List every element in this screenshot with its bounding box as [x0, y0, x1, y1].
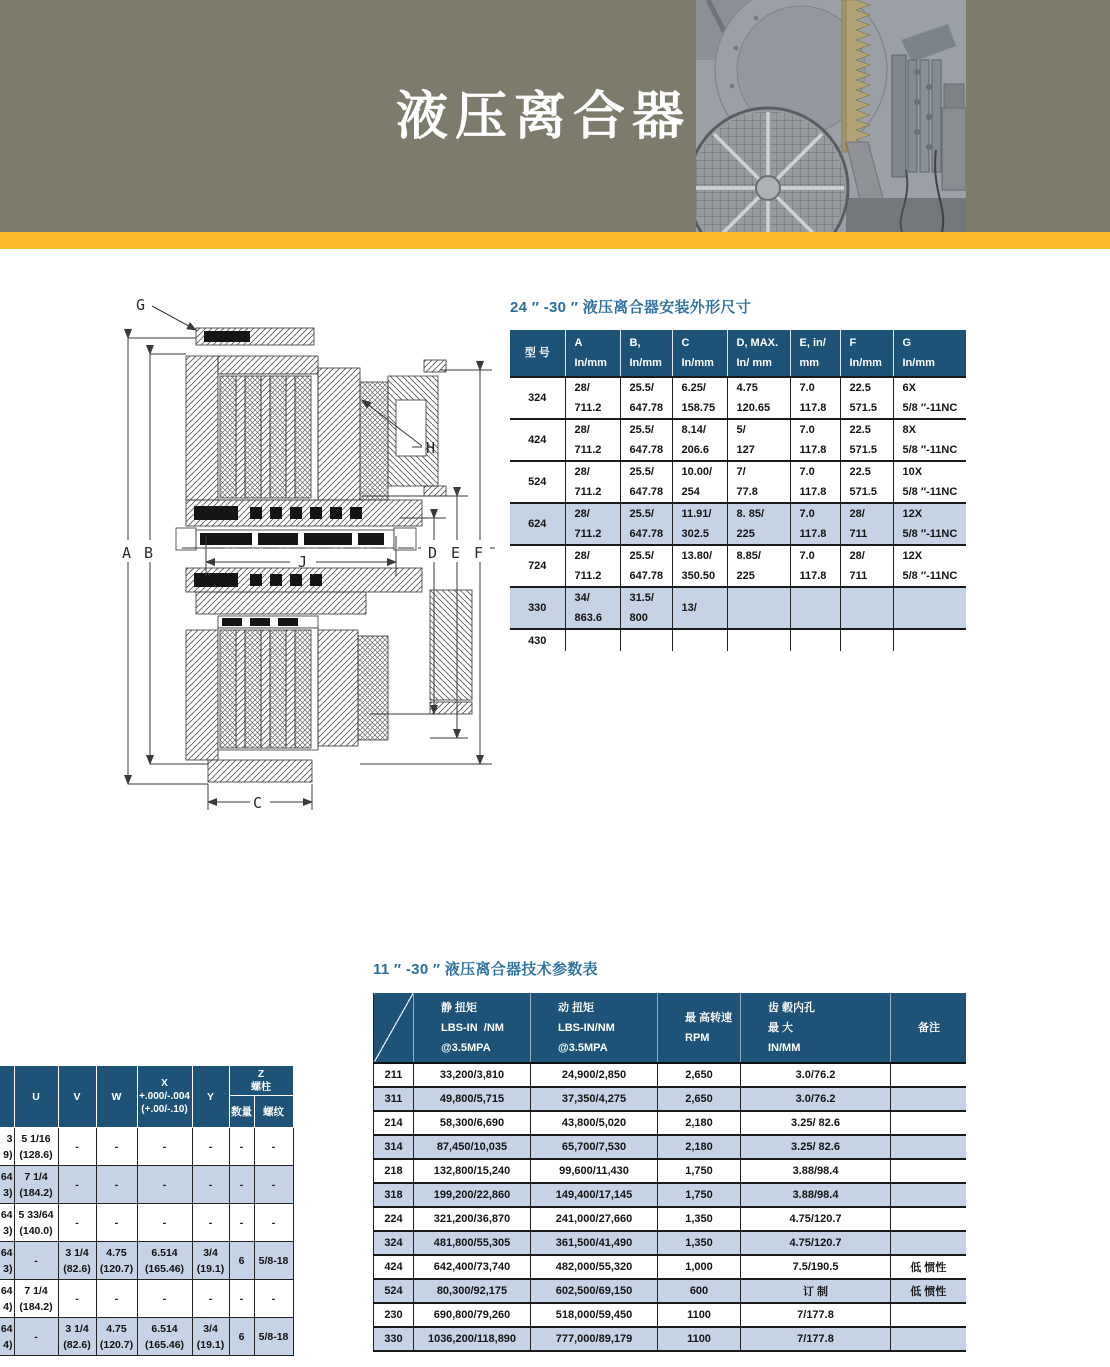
parameter-value-cell: 58,300/6,690 — [414, 1111, 531, 1135]
left-table-value-cell: - — [58, 1128, 96, 1166]
cutoff-value-cell: 64 3) — [0, 1242, 14, 1280]
dimension-value-cell: 34/ 863.6 — [565, 587, 620, 629]
left-table-value-cell: - — [96, 1280, 137, 1318]
dimension-value-cell — [893, 587, 966, 629]
parameter-value-cell: 1036,200/118,890 — [414, 1327, 531, 1351]
dimension-value-cell: 13/ — [672, 587, 727, 629]
dimension-value-cell: 28/ 711.2 — [565, 503, 620, 545]
dimensions-table-title: 24 ″ -30 ″ 液压离合器安装外形尺寸 — [510, 299, 752, 316]
parameter-value-cell: 241,000/27,660 — [531, 1207, 658, 1231]
dimensions-column-header: G In/mm — [893, 330, 966, 377]
model-number-cell: 311 — [384, 1093, 403, 1105]
machinery-photo-graphic — [696, 0, 966, 232]
dim-label-c: C — [253, 794, 263, 812]
parameter-value-cell — [891, 1111, 966, 1135]
cutoff-value-cell: 64 4) — [0, 1280, 14, 1318]
parameter-value-cell: 7/177.8 — [741, 1303, 891, 1327]
parameter-value-cell: 1,750 — [658, 1159, 741, 1183]
left-table-value-cell: - — [229, 1204, 254, 1242]
left-table-value-cell: - — [137, 1204, 192, 1242]
model-number-cell: 324 — [528, 392, 547, 404]
dimensions-table — [510, 330, 966, 651]
model-number-cell: 330 — [384, 1333, 403, 1345]
parameter-value-cell — [891, 1087, 966, 1111]
parameter-value-cell: 49,800/5,715 — [414, 1087, 531, 1111]
left-table-value-cell: 5 33/64 (140.0) — [14, 1204, 58, 1242]
dimension-value-cell: 28/ 711 — [840, 545, 893, 587]
dimension-value-cell: 28/ 711 — [840, 503, 893, 545]
model-number-cell: 318 — [384, 1189, 403, 1201]
dimension-value-cell: 25.5/ 647.78 — [620, 419, 672, 461]
left-table-value-cell: 3 1/4 (82.6) — [58, 1318, 96, 1356]
page-title: 液压离合器 — [396, 88, 692, 146]
parameters-table-row — [374, 1183, 966, 1207]
parameter-value-cell: 3.25/ 82.6 — [741, 1135, 891, 1159]
dimension-value-cell: 4.75 120.65 — [727, 377, 790, 419]
parameters-table-row — [374, 1207, 966, 1231]
parameters-table-row — [374, 1135, 966, 1159]
cross-section-graphic — [100, 290, 500, 815]
dimensions-table-row — [510, 377, 966, 419]
dimension-value-cell — [790, 587, 840, 629]
parameter-value-cell — [891, 1327, 966, 1351]
left-table-value-cell: 7 1/4 (184.2) — [14, 1166, 58, 1204]
left-table-value-cell: - — [14, 1242, 58, 1280]
parameter-value-cell: 2,180 — [658, 1135, 741, 1159]
dimension-value-cell: 22.5 571.5 — [840, 419, 893, 461]
clutch-cross-section-drawing — [100, 290, 500, 815]
parameter-value-cell: 1,000 — [658, 1255, 741, 1279]
cutoff-value-cell: 64 4) — [0, 1318, 14, 1356]
z-group-header: Z 螺柱 — [229, 1066, 293, 1096]
parameters-table — [373, 993, 966, 1352]
z-sub-header: 数量 — [229, 1096, 254, 1128]
dimension-value-cell: 10X 5/8 ″-11NC — [893, 461, 966, 503]
parameter-value-cell: 3.88/98.4 — [741, 1159, 891, 1183]
parameters-column-header: 齿 毂内孔 最 大 IN/MM — [741, 993, 891, 1063]
parameter-value-cell: 3.88/98.4 — [741, 1183, 891, 1207]
parameter-value-cell: 1,350 — [658, 1231, 741, 1255]
dim-label-f: F — [474, 544, 484, 562]
parameters-column-header: 静 扭矩 LBS-IN /NM @3.5MPA — [414, 993, 531, 1063]
left-table-value-cell: - — [58, 1166, 96, 1204]
left-partial-table-head — [0, 1066, 293, 1128]
model-number-cell: 230 — [384, 1309, 403, 1321]
parameter-value-cell: 690,800/79,260 — [414, 1303, 531, 1327]
z-sub-header: 螺纹 — [254, 1096, 293, 1128]
left-table-row — [0, 1166, 293, 1204]
cutoff-value-cell: 3 9) — [0, 1128, 14, 1166]
parameters-table-row — [374, 1279, 966, 1303]
parameters-table-row — [374, 1159, 966, 1183]
parameters-column-header: 动 扭矩 LBS-IN/NM @3.5MPA — [531, 993, 658, 1063]
parameter-value-cell: 3.0/76.2 — [741, 1087, 891, 1111]
left-table-value-cell: 5/8-18 — [254, 1242, 293, 1280]
dimension-value-cell: 13.80/ 350.50 — [672, 545, 727, 587]
left-table-row — [0, 1128, 293, 1166]
parameters-table-body — [374, 1063, 966, 1351]
model-number-cell: 430 — [528, 634, 547, 647]
parameter-value-cell: 321,200/36,870 — [414, 1207, 531, 1231]
dimension-value-cell: 8.14/ 206.6 — [672, 419, 727, 461]
left-column-header: W — [96, 1066, 137, 1128]
left-table-value-cell: - — [229, 1166, 254, 1204]
parameter-value-cell: 777,000/89,179 — [531, 1327, 658, 1351]
parameters-column-header: 最 高转速 RPM — [658, 993, 741, 1063]
dimension-value-cell: 11.91/ 302.5 — [672, 503, 727, 545]
parameters-column-header: 备注 — [891, 993, 966, 1063]
parameter-value-cell: 518,000/59,450 — [531, 1303, 658, 1327]
parameters-table-row — [374, 1231, 966, 1255]
left-table-header-row-1 — [0, 1066, 293, 1096]
dimensions-table-body — [510, 377, 966, 651]
page-header — [0, 0, 1110, 232]
dimension-value-cell: 12X 5/8 ″-11NC — [893, 545, 966, 587]
left-table-value-cell: - — [192, 1204, 229, 1242]
model-number-cell: 324 — [384, 1237, 403, 1249]
model-number-cell: 724 — [528, 560, 547, 572]
left-table-value-cell: 3/4 (19.1) — [192, 1318, 229, 1356]
left-table-value-cell: - — [254, 1204, 293, 1242]
dimensions-column-header: C In/mm — [672, 330, 727, 377]
dimension-value-cell: 7/ 77.8 — [727, 461, 790, 503]
dimension-value-cell: 7.0 117.8 — [790, 545, 840, 587]
parameter-value-cell: 1,350 — [658, 1207, 741, 1231]
model-number-cell: 624 — [528, 518, 547, 530]
dimensions-table-head — [510, 330, 966, 377]
left-table-value-cell: 6 — [229, 1318, 254, 1356]
parameter-value-cell — [891, 1135, 966, 1159]
dimensions-table-row — [510, 503, 966, 545]
parameter-value-cell: 7.5/190.5 — [741, 1255, 891, 1279]
dimensions-column-header: A In/mm — [565, 330, 620, 377]
left-table-value-cell: - — [58, 1204, 96, 1242]
left-table-value-cell: - — [229, 1128, 254, 1166]
parameter-value-cell: 37,350/4,275 — [531, 1087, 658, 1111]
dimension-value-cell: 25.5/ 647.78 — [620, 503, 672, 545]
model-number-cell: 330 — [528, 602, 547, 614]
parameter-value-cell: 600 — [658, 1279, 741, 1303]
left-table-value-cell: - — [96, 1128, 137, 1166]
left-partial-table — [0, 1065, 294, 1356]
parameter-value-cell: 99,600/11,430 — [531, 1159, 658, 1183]
cutoff-value-cell: 64 3) — [0, 1166, 14, 1204]
left-table-row — [0, 1318, 293, 1356]
parameter-value-cell: 3.25/ 82.6 — [741, 1111, 891, 1135]
x-column-header: X +.000/-.004 (+.00/-.10) — [137, 1066, 192, 1128]
parameters-table-row — [374, 1087, 966, 1111]
parameter-value-cell: 4.75/120.7 — [741, 1231, 891, 1255]
dim-label-j: J — [298, 553, 308, 571]
dimensions-table-section — [510, 296, 966, 651]
parameter-value-cell: 1,750 — [658, 1183, 741, 1207]
dimension-value-cell: 22.5 571.5 — [840, 377, 893, 419]
parameter-value-cell: 65,700/7,530 — [531, 1135, 658, 1159]
parameter-value-cell: 4.75/120.7 — [741, 1207, 891, 1231]
dimension-value-cell: 7.0 117.8 — [790, 503, 840, 545]
diagonal-header-cell — [374, 993, 414, 1063]
parameters-table-title: 11 ″ -30 ″ 液压离合器技术参数表 — [373, 961, 598, 978]
parameter-value-cell: 2,650 — [658, 1063, 741, 1087]
left-table-value-cell: - — [137, 1280, 192, 1318]
model-number-cell: 214 — [384, 1117, 403, 1129]
dimension-value-cell: 7.0 117.8 — [790, 461, 840, 503]
dimension-value-cell: 28/ 711.2 — [565, 377, 620, 419]
parameters-table-section — [373, 958, 965, 1352]
parameters-table-row — [374, 1255, 966, 1279]
dimension-value-cell: 7.0 117.8 — [790, 377, 840, 419]
dimension-value-cell: 8.85/ 225 — [727, 545, 790, 587]
left-column-header: V — [58, 1066, 96, 1128]
parameter-value-cell: 33,200/3,810 — [414, 1063, 531, 1087]
left-table-value-cell: - — [192, 1280, 229, 1318]
dim-label-h: H — [426, 439, 436, 457]
dimension-value-cell — [727, 587, 790, 629]
dim-label-a: A — [122, 544, 132, 562]
parameter-value-cell — [891, 1183, 966, 1207]
dimensions-table-row — [510, 545, 966, 587]
parameter-value-cell: 1100 — [658, 1303, 741, 1327]
parameters-table-row — [374, 1063, 966, 1087]
dimensions-column-header: B, In/mm — [620, 330, 672, 377]
model-number-cell: 524 — [528, 476, 547, 488]
left-partial-table-section — [0, 1065, 293, 1356]
model-number-cell: 424 — [528, 434, 547, 446]
cutoff-column-header — [0, 1066, 14, 1128]
dim-label-b: B — [144, 544, 154, 562]
left-table-row — [0, 1204, 293, 1242]
dimension-value-cell: 8X 5/8 ″-11NC — [893, 419, 966, 461]
parameters-table-head — [374, 993, 966, 1063]
left-table-row — [0, 1280, 293, 1318]
dimension-value-cell — [893, 629, 966, 651]
left-table-value-cell: - — [254, 1166, 293, 1204]
dimension-value-cell — [840, 587, 893, 629]
left-table-value-cell: 4.75 (120.7) — [96, 1318, 137, 1356]
left-table-value-cell: 6.514 (165.46) — [137, 1242, 192, 1280]
left-table-value-cell: 5/8-18 — [254, 1318, 293, 1356]
dimension-value-cell: 25.5/ 647.78 — [620, 377, 672, 419]
dimension-value-cell — [840, 629, 893, 651]
left-table-value-cell: - — [96, 1204, 137, 1242]
dim-label-d: D — [428, 544, 438, 562]
parameter-value-cell: 订 制 — [741, 1279, 891, 1303]
left-table-value-cell: - — [192, 1128, 229, 1166]
dimension-value-cell: 31.5/ 800 — [620, 587, 672, 629]
left-table-value-cell: 3/4 (19.1) — [192, 1242, 229, 1280]
parameter-value-cell: 1100 — [658, 1327, 741, 1351]
dimensions-table-row — [510, 419, 966, 461]
dim-label-e: E — [451, 544, 461, 562]
parameter-value-cell: 361,500/41,490 — [531, 1231, 658, 1255]
parameter-value-cell: 482,000/55,320 — [531, 1255, 658, 1279]
left-table-value-cell: 6.514 (165.46) — [137, 1318, 192, 1356]
dimension-value-cell: 25.5/ 647.78 — [620, 461, 672, 503]
left-table-value-cell: - — [254, 1128, 293, 1166]
parameter-value-cell: 149,400/17,145 — [531, 1183, 658, 1207]
dimensions-column-header: F In/mm — [840, 330, 893, 377]
parameter-value-cell: 43,800/5,020 — [531, 1111, 658, 1135]
left-table-value-cell: 4.75 (120.7) — [96, 1242, 137, 1280]
parameter-value-cell — [891, 1303, 966, 1327]
left-table-value-cell: - — [58, 1280, 96, 1318]
model-number-cell: 524 — [384, 1285, 403, 1297]
machinery-photo — [696, 0, 966, 232]
parameter-value-cell — [891, 1231, 966, 1255]
left-table-value-cell: - — [137, 1128, 192, 1166]
dimensions-column-header: E, in/ mm — [790, 330, 840, 377]
accent-stripe — [0, 232, 1110, 249]
dimension-value-cell — [790, 629, 840, 651]
dimension-value-cell — [565, 629, 620, 651]
parameter-value-cell: 481,800/55,305 — [414, 1231, 531, 1255]
dimension-value-cell: 25.5/ 647.78 — [620, 545, 672, 587]
parameters-table-header-row — [374, 993, 966, 1063]
model-number-cell: 314 — [384, 1141, 403, 1153]
dimension-value-cell — [672, 629, 727, 651]
parameter-value-cell: 642,400/73,740 — [414, 1255, 531, 1279]
dimension-value-cell: 28/ 711.2 — [565, 419, 620, 461]
parameters-table-row — [374, 1111, 966, 1135]
model-number-cell: 211 — [384, 1069, 403, 1081]
left-table-value-cell: 5 1/16 (128.6) — [14, 1128, 58, 1166]
left-table-value-cell: 7 1/4 (184.2) — [14, 1280, 58, 1318]
model-number-cell: 424 — [384, 1261, 403, 1273]
cutoff-value-cell: 64 3) — [0, 1204, 14, 1242]
dimension-value-cell: 10.00/ 254 — [672, 461, 727, 503]
dimension-value-cell: 6.25/ 158.75 — [672, 377, 727, 419]
left-table-row — [0, 1242, 293, 1280]
parameter-value-cell: 3.0/76.2 — [741, 1063, 891, 1087]
left-table-value-cell: 6 — [229, 1242, 254, 1280]
parameter-value-cell: 2,650 — [658, 1087, 741, 1111]
dimension-value-cell: 7.0 117.8 — [790, 419, 840, 461]
parameter-value-cell — [891, 1207, 966, 1231]
dimension-value-cell: 12X 5/8 ″-11NC — [893, 503, 966, 545]
dimension-value-cell: 5/ 127 — [727, 419, 790, 461]
left-table-value-cell: - — [229, 1280, 254, 1318]
parameter-value-cell: 602,500/69,150 — [531, 1279, 658, 1303]
left-table-value-cell: - — [96, 1166, 137, 1204]
parameter-value-cell: 132,800/15,240 — [414, 1159, 531, 1183]
dimensions-column-header: 型 号 — [524, 347, 550, 359]
dimension-value-cell — [727, 629, 790, 651]
parameter-value-cell: 80,300/92,175 — [414, 1279, 531, 1303]
parameters-table-row — [374, 1327, 966, 1351]
left-table-value-cell: - — [254, 1280, 293, 1318]
dimensions-table-header-row — [510, 330, 966, 377]
left-table-value-cell: - — [192, 1166, 229, 1204]
dimensions-column-header: D, MAX. In/ mm — [727, 330, 790, 377]
dimension-value-cell: 28/ 711.2 — [565, 461, 620, 503]
left-column-header: U — [14, 1066, 58, 1128]
y-column-header: Y — [192, 1066, 229, 1128]
parameter-value-cell — [891, 1063, 966, 1087]
dimension-value-cell: 8. 85/ 225 — [727, 503, 790, 545]
dim-label-g: G — [136, 296, 146, 314]
parameter-value-cell: 199,200/22,860 — [414, 1183, 531, 1207]
parameter-value-cell: 7/177.8 — [741, 1327, 891, 1351]
dimension-value-cell: 28/ 711.2 — [565, 545, 620, 587]
parameter-value-cell: 低 惯性 — [891, 1255, 966, 1279]
dimensions-table-row — [510, 461, 966, 503]
parameter-value-cell: 24,900/2,850 — [531, 1063, 658, 1087]
model-number-cell: 218 — [384, 1165, 403, 1177]
parameter-value-cell: 2,180 — [658, 1111, 741, 1135]
left-table-value-cell: - — [14, 1318, 58, 1356]
model-number-cell: 224 — [384, 1213, 403, 1225]
dimension-value-cell: 6X 5/8 ″-11NC — [893, 377, 966, 419]
dimension-value-cell: 22.5 571.5 — [840, 461, 893, 503]
parameter-value-cell — [891, 1159, 966, 1183]
left-table-value-cell: 3 1/4 (82.6) — [58, 1242, 96, 1280]
parameters-table-row — [374, 1303, 966, 1327]
dimension-value-cell — [620, 629, 672, 651]
parameter-value-cell: 87,450/10,035 — [414, 1135, 531, 1159]
dimensions-table-row — [510, 587, 966, 629]
left-table-value-cell: - — [137, 1166, 192, 1204]
dimensions-table-row — [510, 629, 966, 651]
parameter-value-cell: 低 惯性 — [891, 1279, 966, 1303]
left-partial-table-body — [0, 1128, 293, 1356]
